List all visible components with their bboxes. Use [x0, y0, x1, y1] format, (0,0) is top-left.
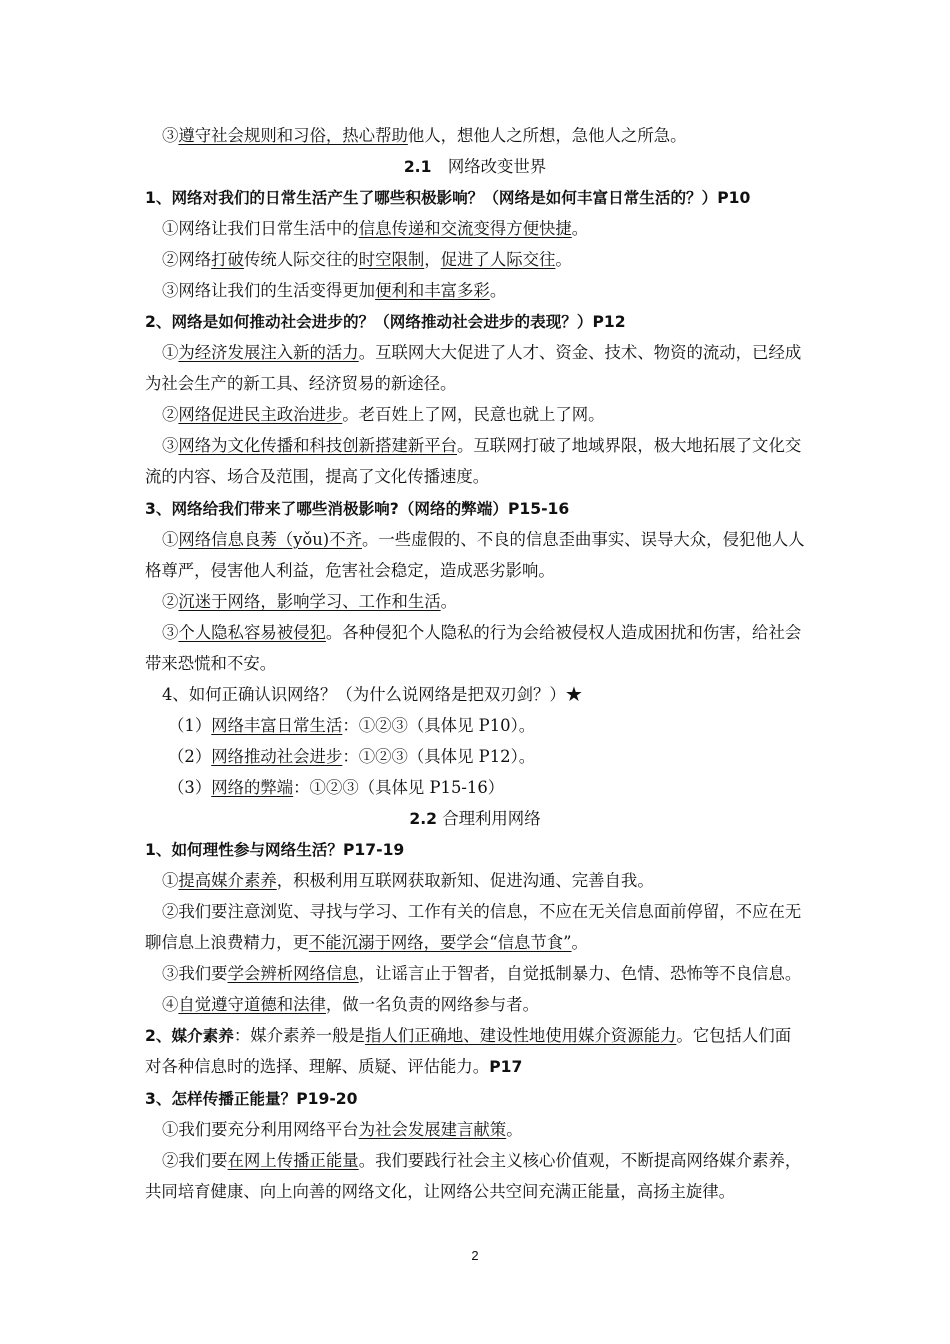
text-line [0, 807, 950, 831]
text-run: （1） [168, 716, 212, 735]
text-run: 合理利用网络 [437, 809, 541, 828]
text-run: ，让谣言止于智者，自觉抵制暴力、色情、恐怖等不良信息。 [358, 964, 802, 983]
underlined-text: 时空限制 [358, 250, 425, 269]
text-run: ：①②③（具体见 P12）。 [342, 747, 536, 766]
underlined-text: 信息传递和交流变得方便快捷 [358, 219, 572, 238]
text-run: ③网络让我们的生活变得更加 [162, 281, 376, 300]
text-line [145, 559, 555, 583]
text-line [145, 186, 750, 210]
underlined-text: 指人们正确地、建设性地使用媒介资源能力 [364, 1026, 677, 1045]
text-run: 带来恐慌和不安。 [145, 654, 277, 673]
text-line [162, 341, 801, 365]
text-line [162, 1149, 801, 1173]
text-run: 2.1 [403, 158, 432, 176]
text-line [162, 900, 801, 924]
text-run: ②我们要注意浏览、寻找与学习、工作有关的信息，不应在无关信息面前停留，不应在无 [162, 902, 802, 921]
text-run: ①我们要充分利用网络平台 [162, 1120, 359, 1139]
text-line [162, 869, 654, 893]
text-run: 。 [489, 281, 507, 300]
text-run: 共同培育健康、向上向善的网络文化，让网络公共空间充满正能量，高扬主旋律。 [145, 1182, 736, 1201]
text-line [0, 155, 950, 179]
text-run: 。 [506, 1120, 523, 1139]
underlined-text: 遵守社会规则和习俗，热心帮助 [178, 126, 408, 145]
text-run: 。互联网大大促进了人才、资金、技术、物资的流动，已经成 [358, 343, 802, 362]
text-run: ① [162, 530, 179, 549]
text-line [168, 714, 535, 738]
text-line [145, 465, 489, 489]
underlined-text: 网络信息良莠（yǒu)不齐 [178, 530, 362, 549]
underlined-text: 为经济发展注入新的活力 [178, 343, 359, 362]
text-run: 。 [555, 250, 572, 269]
text-line [162, 403, 605, 427]
text-run: 4、如何正确认识网络？（为什么说网络是把双刃剑？）★ [162, 685, 583, 704]
text-run: 。它包括人们面 [676, 1026, 792, 1045]
text-line [162, 1118, 523, 1142]
text-run: ② [162, 405, 179, 424]
underlined-text: 为社会发展建言献策 [358, 1120, 507, 1139]
text-line [162, 279, 506, 303]
text-run: 格尊严，侵害他人利益，危害社会稳定，造成恶劣影响。 [145, 561, 555, 580]
text-line [162, 962, 801, 986]
text-run: P17 [489, 1058, 523, 1076]
text-run: 1、网络对我们的日常生活产生了哪些积极影响？（网络是如何丰富日常生活的？）P10 [145, 189, 751, 207]
text-run: ：媒介素养一般是 [233, 1026, 365, 1045]
text-run: 2、媒介素养 [145, 1027, 234, 1045]
text-line [162, 993, 539, 1017]
text-run: ②我们要 [162, 1151, 228, 1170]
text-run: 。 [440, 592, 458, 611]
text-line [162, 528, 805, 552]
text-run: 2.2 [409, 810, 438, 828]
text-run: 2、网络是如何推动社会进步的？（网络推动社会进步的表现？）P12 [145, 313, 626, 331]
underlined-text: 个人隐私容易被侵犯 [178, 623, 326, 642]
underlined-text: 不能沉溺于网络，要学会“信息节食” [308, 933, 572, 952]
text-run: 1、如何理性参与网络生活？P17-19 [145, 841, 405, 859]
text-run: （3） [168, 778, 212, 797]
text-line [145, 838, 404, 862]
text-run: 。 [571, 219, 589, 238]
text-run: ，做一名负责的网络参与者。 [325, 995, 539, 1014]
text-run: ③我们要 [162, 964, 228, 983]
underlined-text: 自觉遵守道德和法律 [178, 995, 326, 1014]
underlined-text: 网络为文化传播和科技创新搭建新平台 [178, 436, 458, 455]
text-run: 传统人际交往的 [243, 250, 359, 269]
text-run: 他人，想他人之所想，急他人之所急。 [407, 126, 687, 145]
text-line [162, 217, 588, 241]
underlined-text: 网络促进民主政治进步 [178, 405, 343, 424]
text-run: ④ [162, 995, 179, 1014]
text-run: ，积极利用互联网获取新知、促进沟通、完善自我。 [276, 871, 654, 890]
text-line [145, 1180, 735, 1204]
text-line [145, 310, 626, 334]
text-line [162, 590, 457, 614]
underlined-text: 打破 [211, 250, 244, 269]
text-line [145, 1024, 791, 1048]
text-run: ③ [162, 126, 179, 145]
text-run: 聊信息上浪费精力，更 [145, 933, 309, 952]
text-run: 。互联网打破了地域界限，极大地拓展了文化交 [457, 436, 802, 455]
text-run: 。我们要践行社会主义核心价值观，不断提高网络媒介素养， [358, 1151, 802, 1170]
page-number: 2 [471, 1248, 479, 1263]
underlined-text: 学会辨析网络信息 [227, 964, 359, 983]
text-line [168, 776, 504, 800]
text-run: 。各种侵犯个人隐私的行为会给被侵权人造成困扰和伤害，给社会 [325, 623, 802, 642]
text-line [162, 124, 687, 148]
text-run: 3、怎样传播正能量？P19-20 [145, 1090, 358, 1108]
text-line [162, 621, 801, 645]
text-run: ③ [162, 623, 179, 642]
text-run: ① [162, 871, 179, 890]
text-line [145, 931, 588, 955]
text-run: 对各种信息时的选择、理解、质疑、评估能力。 [145, 1057, 490, 1076]
text-run: 。一些虚假的、不良的信息歪曲事实、误导大众，侵犯他人人 [361, 530, 805, 549]
underlined-text: 网络推动社会进步 [211, 747, 343, 766]
text-run: ③ [162, 436, 179, 455]
text-run: ：①②③（具体见 P15-16） [293, 778, 505, 797]
text-run: ， [424, 250, 441, 269]
text-run: 为社会生产的新工具、经济贸易的新途径。 [145, 374, 457, 393]
text-line [145, 1087, 358, 1111]
underlined-text: 提高媒介素养 [178, 871, 277, 890]
text-line [145, 497, 569, 521]
underlined-text: 在网上传播正能量 [227, 1151, 359, 1170]
text-run: 流的内容、场合及范围，提高了文化传播速度。 [145, 467, 490, 486]
text-run: ① [162, 343, 179, 362]
underlined-text: 便利和丰富多彩 [375, 281, 490, 300]
text-line [145, 652, 276, 676]
text-line [145, 372, 456, 396]
text-line [162, 434, 801, 458]
text-run: ：①②③（具体见 P10）。 [342, 716, 536, 735]
text-line [162, 248, 572, 272]
underlined-text: 网络的弊端 [211, 778, 294, 797]
text-run: 3、网络给我们带来了哪些消极影响?（网络的弊端）P15-16 [145, 500, 570, 518]
text-run: 。 [571, 933, 588, 952]
underlined-text: 促进了人际交往 [440, 250, 556, 269]
text-line [168, 745, 535, 769]
text-run: ①网络让我们日常生活中的 [162, 219, 359, 238]
text-run: ②网络 [162, 250, 212, 269]
text-run: 网络改变世界 [431, 157, 547, 176]
text-line [145, 1055, 522, 1079]
text-line [162, 683, 582, 707]
underlined-text: 沉迷于网络，影响学习、工作和生活 [178, 592, 441, 611]
underlined-text: 网络丰富日常生活 [211, 716, 343, 735]
text-run: 。老百姓上了网，民意也就上了网。 [342, 405, 605, 424]
text-run: （2） [168, 747, 212, 766]
text-run: ② [162, 592, 179, 611]
